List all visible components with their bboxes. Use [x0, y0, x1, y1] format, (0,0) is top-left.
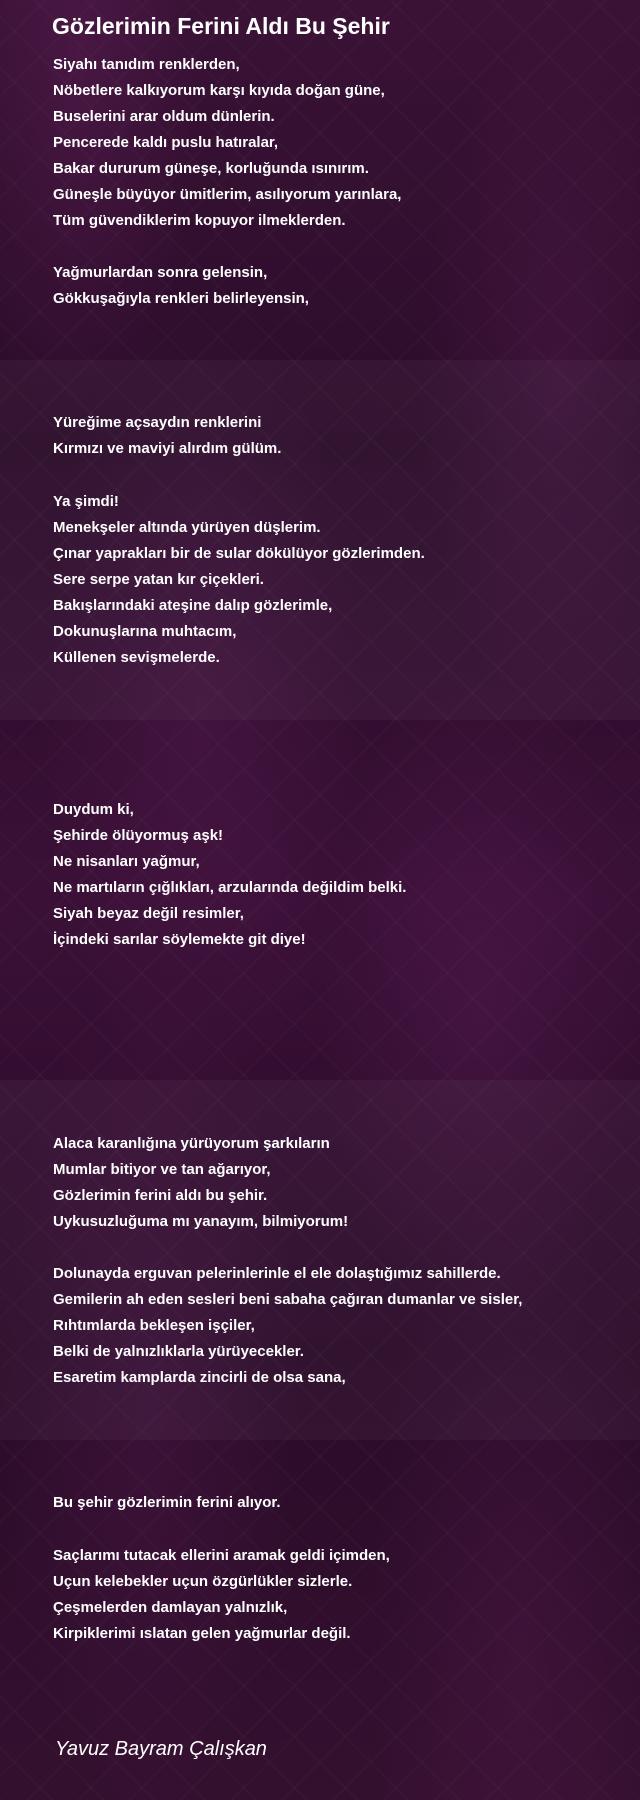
poem-line: Bakar dururum güneşe, korluğunda ısınırım. [53, 160, 369, 177]
poem-line: Bu şehir gözlerimin ferini alıyor. [53, 1494, 281, 1511]
poem-line: Şehirde ölüyormuş aşk! [53, 827, 224, 844]
poem-line: Ne martıların çığlıkları, arzularında değildim belki. [53, 879, 407, 896]
poem-line: Küllenen sevişmelerde. [53, 649, 220, 666]
poem-line: Bakışlarındaki ateşine dalıp gözlerimle, [53, 597, 333, 614]
stanza-6 [53, 1131, 613, 1235]
poem-line: Kirpiklerimi ıslatan gelen yağmurlar değil. [53, 1625, 351, 1642]
poem-line: Buselerini arar oldum dünlerin. [53, 108, 275, 125]
poem-line: Siyahı tanıdım renklerden, [53, 56, 240, 73]
poem-line: Mumlar bitiyor ve tan ağarıyor, [53, 1161, 271, 1178]
poem-line: Belki de yalnızlıklarla yürüyecekler. [53, 1343, 304, 1360]
author-name: Yavuz Bayram Çalışkan [55, 1738, 267, 1760]
poem-title: Gözlerimin Ferini Aldı Bu Şehir [52, 13, 390, 39]
stanza-4 [53, 489, 613, 671]
poem-line: Menekşeler altında yürüyen düşlerim. [53, 519, 321, 536]
poem-line: Dokunuşlarına muhtacım, [53, 623, 237, 640]
poem-line: Pencerede kaldı puslu hatıralar, [53, 134, 279, 151]
poem-line: Tüm güvendiklerim kopuyor ilmeklerden. [53, 212, 346, 229]
poem-line: Uykusuzluğuma mı yanayım, bilmiyorum! [53, 1213, 349, 1230]
poem-line: Saçlarımı tutacak ellerini aramak geldi içimden, [53, 1547, 390, 1564]
poem-line: Gökkuşağıyla renkleri belirleyensin, [53, 290, 309, 307]
poem-line: Yağmurlardan sonra gelensin, [53, 264, 268, 281]
poem-line: Rıhtımlarda bekleşen işçiler, [53, 1317, 255, 1334]
stanza-1 [53, 52, 613, 234]
poem-line: İçindeki sarılar söylemekte git diye! [53, 931, 306, 948]
poem-line: Çınar yaprakları bir de sular dökülüyor gözlerimden. [53, 545, 425, 562]
poem-line: Siyah beyaz değil resimler, [53, 905, 244, 922]
stanza-3 [53, 410, 613, 462]
stanza-8 [53, 1490, 613, 1516]
poem-line: Sere serpe yatan kır çiçekleri. [53, 571, 264, 588]
stanza-2 [53, 260, 613, 312]
stanza-5 [53, 797, 613, 953]
poem-line: Esaretim kamplarda zincirli de olsa sana, [53, 1369, 346, 1386]
poem-line: Ya şimdi! [53, 493, 119, 510]
poem-line: Gözlerimin ferini aldı bu şehir. [53, 1187, 268, 1204]
poem-line: Dolunayda erguvan pelerinlerinle el ele dolaştığımız sahillerde. [53, 1265, 501, 1282]
stanza-9 [53, 1543, 613, 1647]
poem-line: Nöbetlere kalkıyorum karşı kıyıda doğan güne, [53, 82, 385, 99]
poem-line: Uçun kelebekler uçun özgürlükler sizlerle. [53, 1573, 353, 1590]
poem-line: Kırmızı ve maviyi alırdım gülüm. [53, 440, 282, 457]
poem-line: Gemilerin ah eden sesleri beni sabaha çağıran dumanlar ve sisler, [53, 1291, 523, 1308]
poem-line: Çeşmelerden damlayan yalnızlık, [53, 1599, 288, 1616]
poem-line: Yüreğime açsaydın renklerini [53, 414, 262, 431]
poem-line: Ne nisanları yağmur, [53, 853, 200, 870]
poem-line: Duydum ki, [53, 801, 134, 818]
poem-line: Güneşle büyüyor ümitlerim, asılıyorum yarınlara, [53, 186, 402, 203]
stanza-7 [53, 1261, 613, 1391]
poem-line: Alaca karanlığına yürüyorum şarkıların [53, 1135, 330, 1152]
